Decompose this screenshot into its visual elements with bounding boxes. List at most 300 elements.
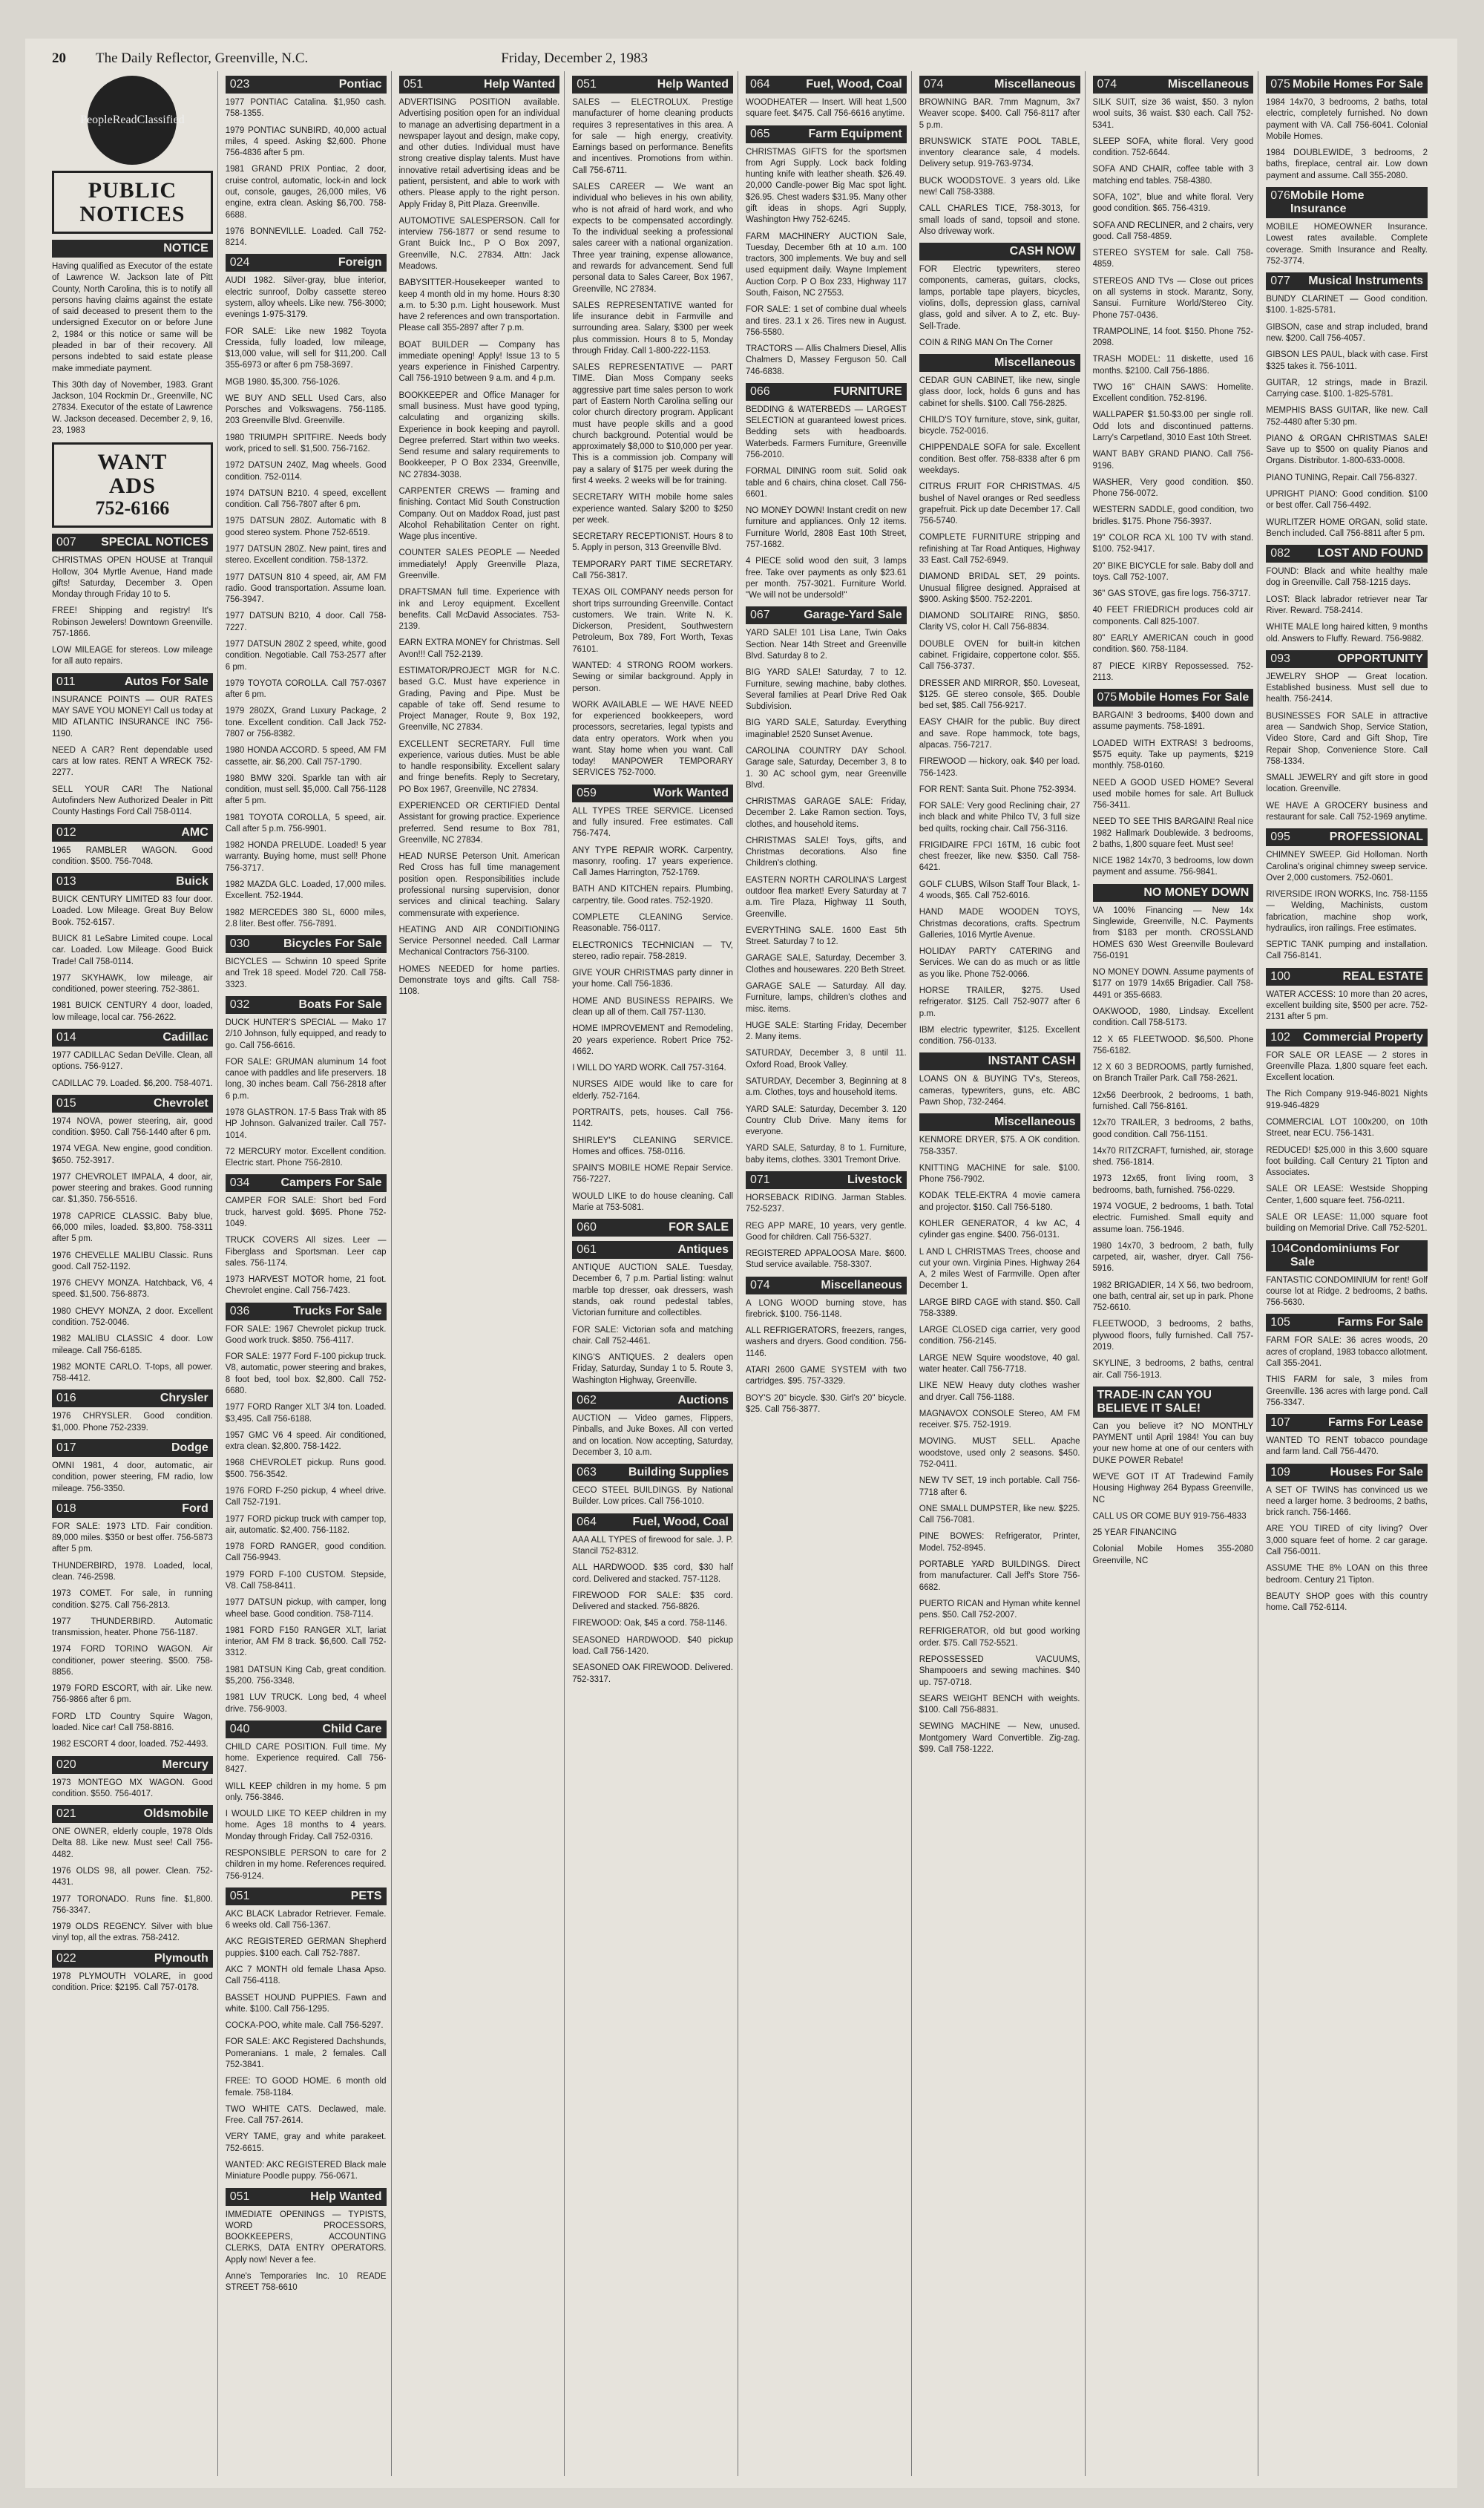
classified-ad: COMPLETE CLEANING Service. Reasonable. 756-0117. xyxy=(572,913,733,934)
classified-ad: KENMORE DRYER, $75. A OK condition. 758-3357. xyxy=(919,1136,1080,1156)
classified-ad: 1973 MONTEGO MX WAGON. Good condition. $550. 756-4017. xyxy=(52,1778,213,1798)
section-title: Autos For Sale xyxy=(124,675,209,688)
classified-ad: STEREO SYSTEM for sale. Call 758-4859. xyxy=(1092,249,1254,269)
section-title: Help Wanted xyxy=(483,78,556,91)
classified-ad: SPAIN'S MOBILE HOME Repair Service. 756-7227. xyxy=(572,1164,733,1185)
classified-ad: 40 FEET FRIEDRICH produces cold air components. Call 825-1007. xyxy=(1092,606,1254,626)
classified-ad: WALLPAPER $1.50-$3.00 per single roll. Odd lots and discontinued patterns. Larry's Carpetland, 3010 East 10th Street. xyxy=(1092,410,1254,443)
classified-ad: TEXAS OIL COMPANY needs person for short trips surrounding Greenville. Contact customers. We train. Write N. K. Dickerson, President, Southwestern Petroleum, Box 789, Fort Worth, Texas 76101. xyxy=(572,588,733,654)
classified-ad: ARE YOU TIRED of city living? Over 3,000 square feet of home. 2 car garage. Call 756-0011. xyxy=(1266,1525,1428,1557)
section-header xyxy=(52,1500,213,1518)
classified-ad: NEED A CAR? Rent dependable used cars at low rates. RENT A WRECK 752-2277. xyxy=(52,745,213,778)
section-number: 095 xyxy=(1270,831,1290,844)
classified-ad: OAKWOOD, 1980, Lindsay. Excellent condition. Call 758-5173. xyxy=(1092,1007,1254,1028)
classified-ad: 12 X 65 FLEETWOOD. $6,500. Phone 756-6182. xyxy=(1092,1035,1254,1055)
classified-ad: FREE: TO GOOD HOME. 6 month old female. 758-1184. xyxy=(225,2077,387,2098)
classified-ad: FIREWOOD FOR SALE: $35 cord. Delivered and stacked. 756-8826. xyxy=(572,1591,733,1612)
classified-ad: FORD LTD Country Squire Wagon, loaded. Nice car! Call 758-8816. xyxy=(52,1712,213,1733)
section-number: 074 xyxy=(750,1278,770,1291)
classified-ad: DIAMOND BRIDAL SET, 29 points. Unusual filigree designed. Appraised at $900. Asking $500. 752-2201. xyxy=(919,572,1080,604)
classified-ad: 80" EARLY AMERICAN couch in good condition. $60. 758-1184. xyxy=(1092,633,1254,655)
classified-ad: LOST: Black labrador retriever near Tar River. Reward. 758-2414. xyxy=(1266,595,1428,615)
section-number: 018 xyxy=(56,1502,76,1515)
section-title: Antiques xyxy=(677,1243,729,1257)
classified-ad: SALES CAREER — We want an individual who believes in his own ability, who is not afraid of hard work, and who expects to be compensated accordingly. To the individual seeking a professional sales career with a national organization. Three year training, expense allowance, and rewards for advancement. Send full personal data to Sales Career, Box 1967, Greenville, NC 27834. xyxy=(572,182,733,294)
classified-ad: DIAMOND SOLITAIRE RING, $850. Clarity VS, color H. Call 756-8834. xyxy=(919,612,1080,632)
section-number: 020 xyxy=(56,1758,76,1771)
classified-ad: 1977 PONTIAC Catalina. $1,950 cash. 758-1355. xyxy=(225,98,387,119)
classified-ad: EVERYTHING SALE. 1600 East 5th Street. Saturday 7 to 12. xyxy=(746,926,907,947)
section-number: 015 xyxy=(56,1096,76,1110)
classified-ad: SKYLINE, 3 bedrooms, 2 baths, central air. Call 756-1913. xyxy=(1092,1359,1254,1380)
section-number: 107 xyxy=(1270,1416,1290,1430)
classified-ad: BATH AND KITCHEN repairs. Plumbing, carpentry, tile. Good rates. 752-1920. xyxy=(572,885,733,906)
classified-ad: SALES REPRESENTATIVE — PART TIME. Dian Moss Company seeks aggressive part time sales person to work part of Eastern North Carolina selling our color church directory program. Applicant must have people skills and a good church background. Potential would be approximately $8,000 to $10,000 per year. This is a commission job. Company will pay a salary of $175 per week during the first 4 weeks. 2 weeks will be for training. xyxy=(572,363,733,485)
logo-badge xyxy=(80,76,185,165)
section-header xyxy=(746,1277,907,1294)
classified-ad: 12 X 60 3 BEDROOMS, partly furnished, on Branch Trailer Park. Call 758-2621. xyxy=(1092,1063,1254,1084)
classified-ad: WASHER, Very good condition. $50. Phone 756-0072. xyxy=(1092,477,1254,499)
section-header xyxy=(1093,689,1254,707)
section-number: 064 xyxy=(750,78,770,91)
section-number: 051 xyxy=(229,2190,250,2203)
classified-ad: 1977 CHEVROLET IMPALA, 4 door, air, power steering and brakes. Good running car. $1,350. 756-5516. xyxy=(52,1172,213,1205)
section-header xyxy=(52,673,213,691)
section-title: FOR SALE xyxy=(669,1221,729,1234)
section-title: Musical Instruments xyxy=(1308,275,1423,288)
classified-ad: 1977 DATSUN 810 4 speed, air, AM FM radio. Good transportation. Assume loan. 756-3947. xyxy=(225,572,387,605)
section-header xyxy=(226,1174,387,1192)
section-header xyxy=(226,935,387,953)
classified-ad: WE'VE GOT IT AT Tradewind Family Housing Highway 264 Bypass Greenville, NC xyxy=(1092,1473,1254,1505)
classified-ad: CHRISTMAS GIFTS for the sportsmen from Agri Supply. Lock back folding hunting knife with leather sheath. $26.49. 20,000 Candle-power Big Mac spot light. $26.95. Chest waders $31.95. Many other gift ideas in shops. Agri Supply, Washington Hwy 752-6245. xyxy=(746,147,907,225)
classified-ad: COMPLETE FURNITURE stripping and refinishing at Tar Road Antiques, Highway 33 East. Call 752-6949. xyxy=(919,533,1080,565)
classified-ad: CHRISTMAS GARAGE SALE: Friday, December 2. Lake Ramon section. Toys, clothes, and household items. xyxy=(746,797,907,829)
classified-ad: LOADED WITH EXTRAS! 3 bedrooms, $575 equity. Take up payments, $219 monthly. 758-0160. xyxy=(1092,739,1254,771)
classified-ad: 1982 BRIGADIER, 14 X 56, two bedroom, one bath, central air, set up in park. Phone 752-6610. xyxy=(1092,1280,1254,1313)
section-title: Miscellaneous xyxy=(994,356,1076,370)
classified-ad: EASTERN NORTH CAROLINA'S Largest outdoor flea market! Every Saturday at 7 a.m. Tire Plaza, Highway 11 South, Greenville. xyxy=(746,875,907,919)
classified-ad: FOR Electric typewriters, stereo components, cameras, guitars, clocks, lamps, portable tape players, bicycles, violins, dolls, depression glass, carnival glass, gold and silver. A to Z, etc. Buy-Sell-Trade. xyxy=(919,265,1080,331)
classified-ad: FOR SALE: 1973 LTD. Fair condition. 89,000 miles. $350 or best offer. 756-5873 after 5 pm. xyxy=(52,1522,213,1554)
classified-ad: WOULD LIKE to do house cleaning. Call Marie at 753-5081. xyxy=(572,1191,733,1212)
section-title: Trucks For Sale xyxy=(293,1304,382,1317)
section-header xyxy=(52,1439,213,1457)
section-header xyxy=(226,1303,387,1320)
classified-ad: 1978 CAPRICE CLASSIC. Baby blue, 66,000 miles, loaded. $3,800. 758-3311 after 5 pm. xyxy=(52,1211,213,1244)
classified-ad: LARGE NEW Squire woodstove, 40 gal. water heater. Call 756-7718. xyxy=(919,1353,1080,1375)
classified-ad: ASSUME THE 8% LOAN on this three bedroom. Century 21 Tipton. xyxy=(1266,1564,1428,1585)
classified-ad: FARM MACHINERY AUCTION Sale, Tuesday, December 6th at 10 a.m. 100 tractors, 300 implements. We buy and sell used equipment daily. Wayne Implement Auction Corp. P O Box 233, Highway 117 South, Faison, NC 27553. xyxy=(746,232,907,298)
classified-ad: HEATING AND AIR CONDITIONING Service Personnel needed. Call Larmar Mechanical Contractors 756-3100. xyxy=(398,925,560,957)
classified-ad: SLEEP SOFA, white floral. Very good condition. 752-6644. xyxy=(1092,137,1254,158)
classified-ad: HORSE TRAILER, $275. Used refrigerator. $125. Call 752-9077 after 6 p.m. xyxy=(919,986,1080,1018)
classified-ad: WURLITZER HOME ORGAN, solid state. Bench included. Call 756-8811 after 5 pm. xyxy=(1266,517,1428,538)
section-number: 060 xyxy=(577,1221,597,1234)
classified-ad: WANTED: 4 STRONG ROOM workers. Sewing or similar background. Apply in person. xyxy=(572,661,733,693)
classified-ad: The Rich Company 919-946-8021 Nights 919-946-4829 xyxy=(1266,1090,1428,1110)
classified-ad: SALES REPRESENTATIVE wanted for life insurance debit in Farmville and surrounding area. Salary, $300 per week plus commission. Hours 8 to 5, Monday through Friday. Call 1-800-222-1153. xyxy=(572,301,733,356)
classified-ad: 12x56 Deerbrook, 2 bedrooms, 1 bath, furnished. Call 756-8161. xyxy=(1092,1090,1254,1111)
section-title: Campers For Sale xyxy=(280,1176,382,1190)
section-header xyxy=(226,1720,387,1738)
classified-ad: WORK AVAILABLE — WE HAVE NEED for experienced bookkeepers, word processors, secretaries, legal typists and data entry operators. Work when you want. Stay home when you want. Call today! MANPOWER TEMPORARY SERVICES 752-7000. xyxy=(572,700,733,778)
classified-ad: REDUCED! $25,000 in this 3,600 square foot building. Call Century 21 Tipton and Associates. xyxy=(1266,1145,1428,1178)
section-title: Help Wanted xyxy=(657,78,729,91)
classified-ad: LARGE CLOSED ciga carrier, very good condition. 756-2145. xyxy=(919,1326,1080,1346)
classified-ad: 1982 MAZDA GLC. Loaded, 17,000 miles. Excellent. 752-1944. xyxy=(225,880,387,901)
classified-ad: BOAT BUILDER — Company has immediate opening! Apply! Issue 13 to 5 years experience in Finished Carpentry. Call 756-1910 between 9 a.m. and 4 p.m. xyxy=(398,340,560,384)
classified-ad: SEWING MACHINE — New, unused. Montgomery Ward Convertible. Zig-zag. $99. Call 758-1222. xyxy=(919,1722,1080,1754)
section-number: 077 xyxy=(1270,275,1290,288)
classified-ad: JEWELRY SHOP — Great location. Established business. Must sell due to health. 756-2414. xyxy=(1266,672,1428,704)
classified-ad: FRIGIDAIRE FPCI 16TM, 16 cubic foot chest freezer, like new. $350. Call 758-6421. xyxy=(919,840,1080,873)
classified-ad: ATARI 2600 GAME SYSTEM with two cartridges. $95. 757-3329. xyxy=(746,1366,907,1386)
classified-column xyxy=(399,71,565,2476)
classified-ad: CHILD'S TOY furniture, stove, sink, guitar, bicycle. 752-0016. xyxy=(919,415,1080,436)
classified-ad: 1957 GMC V6 4 speed. Air conditioned, extra clean. $2,800. 758-1422. xyxy=(225,1430,387,1452)
classified-ad: COMMERCIAL LOT 100x200, on 10th Street, near ECU. 756-1431. xyxy=(1266,1118,1428,1139)
classified-ad: NICE 1982 14x70, 3 bedrooms, low down payment and assume. 756-9841. xyxy=(1092,857,1254,877)
section-number: 012 xyxy=(56,825,76,839)
section-header xyxy=(52,1756,213,1774)
classified-ad: BROWNING BAR. 7mm Magnum, 3x7 Weaver scope. $400. Call 756-8117 after 5 p.m. xyxy=(919,98,1080,130)
classified-ad: UPRIGHT PIANO: Good condition. $100 or best offer. Call 756-4492. xyxy=(1266,490,1428,511)
section-number: 051 xyxy=(577,78,597,91)
classified-ad: LOW MILEAGE for stereos. Low mileage for all auto repairs. xyxy=(52,646,213,667)
section-header xyxy=(919,243,1080,261)
classified-ad: FOR SALE: 1 set of combine dual wheels and tires. 23.1 x 26. Tires new in August. 756-5580. xyxy=(746,305,907,337)
classified-ad: MGB 1980. $5,300. 756-1026. xyxy=(225,377,341,387)
classified-ad: 1979 280ZX, Grand Luxury Package, 2 tone. Excellent condition. Call Jack 752-7807 or 756-8382. xyxy=(225,707,387,739)
classified-ad: EARN EXTRA MONEY for Christmas. Sell Avon!!! Call 752-2139. xyxy=(398,638,560,659)
classified-ad: ONE OWNER, elderly couple, 1978 Olds Delta 88. Like new. Must see! Call 756-4482. xyxy=(52,1827,213,1859)
section-title: PETS xyxy=(350,1889,382,1902)
classified-ad: BIG YARD SALE, Saturday. Everything imaginable! 2520 Sunset Avenue. xyxy=(746,718,907,739)
classified-ad: A SET OF TWINS has convinced us we need a larger home. 3 bedrooms, 2 baths, brick ranch. 756-1466. xyxy=(1266,1485,1428,1518)
classified-ad: 1981 DATSUN King Cab, great condition. $5,200. 756-3348. xyxy=(225,1665,387,1686)
classified-ad: SMALL JEWELRY and gift store in good location. Greenville. xyxy=(1266,773,1428,794)
section-title: Chevrolet xyxy=(153,1096,209,1110)
classified-ad: HORSEBACK RIDING. Jarman Stables. 752-5237. xyxy=(746,1193,907,1214)
classified-ad: HOME IMPROVEMENT and Remodeling, 20 years experience. Robert Price 752-4662. xyxy=(572,1024,733,1056)
classified-ad: 1979 PONTIAC SUNBIRD, 40,000 actual miles, 4 speed. Asking $2,600. Phone 756-4836 after 5 pm. xyxy=(225,125,387,158)
section-title: NOTICE xyxy=(163,242,209,255)
classified-ad: NO MONEY DOWN. Assume payments of $177 on 1979 14x65 Brigadier. Call 758-4491 or 355-6683. xyxy=(1092,968,1254,1000)
classified-ad: 1980 BMW 320i. Sparkle tan with air condition, must sell. $5,000. Call 756-1128 after 5 pm. xyxy=(225,773,387,806)
classified-ad: SEARS WEIGHT BENCH with weights. $100. Call 756-8831. xyxy=(919,1694,1080,1715)
classified-ad: SEASONED OAK FIREWOOD. Delivered. 752-3317. xyxy=(572,1663,733,1684)
section-title: Garage-Yard Sale xyxy=(804,609,902,622)
section-header xyxy=(52,1805,213,1823)
classified-ad: ALL HARDWOOD. $35 cord, $30 half cord. Delivered and stacked. 757-1128. xyxy=(572,1563,733,1584)
classified-ad: 1977 DATSUN B210, 4 door. Call 758-7227. xyxy=(225,612,387,632)
classified-ad: HEAD NURSE Peterson Unit. American Red Cross has full time management position open. Responsibilities include professional nursing supervision, donor services and clinical teaching. Salary commensurate with experience. xyxy=(398,852,560,918)
section-number: 075 xyxy=(1097,691,1117,704)
classified-ad: 1982 HONDA PRELUDE. Loaded! 5 year warranty. Buying home, must sell! Phone 756-3717. xyxy=(225,841,387,873)
classified-ad: 1982 MONTE CARLO. T-tops, all power. 758-4412. xyxy=(52,1362,213,1384)
section-title: OPPORTUNITY xyxy=(1337,652,1423,665)
section-header xyxy=(746,383,907,401)
section-number: 100 xyxy=(1270,969,1290,983)
classified-ad: CAROLINA COUNTRY DAY School. Garage sale, Saturday, December 3, 8 to 1. 30 AC school gym, near Greenville Blvd. xyxy=(746,746,907,790)
classified-ad: VERY TAME, gray and white parakeet. 752-6615. xyxy=(225,2132,387,2153)
classified-ad: CHIPPENDALE SOFA for sale. Excellent condition. Best offer. 758-8338 after 6 pm weekdays. xyxy=(919,443,1080,476)
classified-ad: CHIMNEY SWEEP. Gid Holloman. North Carolina's original chimney sweep service. Over 2,000 customers. 752-0601. xyxy=(1266,851,1428,883)
section-title: Mercury xyxy=(162,1758,209,1771)
section-header xyxy=(226,2188,387,2206)
section-title: Oldsmobile xyxy=(143,1807,209,1821)
classified-ad: EASY CHAIR for the public. Buy direct and save. Rope hammock, tote bags, alpacas. 756-7217. xyxy=(919,718,1080,750)
section-number: 105 xyxy=(1270,1316,1290,1329)
classified-ad: FORMAL DINING room suit. Solid oak table and 6 chairs, china closet. Call 756-6601. xyxy=(746,467,907,499)
classified-ad: FOUND: Black and white healthy male dog in Greenville. Call 758-1215 days. xyxy=(1266,567,1428,588)
logo-text: Read xyxy=(112,114,137,127)
classified-ad: TEMPORARY PART TIME SECRETARY. Call 756-3817. xyxy=(572,560,733,580)
classified-ad: SATURDAY, December 3, 8 until 11. Oxford Road, Brook Valley. xyxy=(746,1049,907,1070)
classified-ad: WANTED: AKC REGISTERED Black male Miniature Poodle puppy. 756-0671. xyxy=(225,2160,387,2181)
classified-ad: I WOULD LIKE TO KEEP children in my home. Ages 18 months to 4 years. Monday through Friday. Call 752-0316. xyxy=(225,1810,387,1841)
section-title: SPECIAL NOTICES xyxy=(101,536,209,549)
classified-column xyxy=(1093,71,1259,2476)
classified-ad: This 30th day of November, 1983. Grant Jackson, 104 Rockmin Dr., Greenville, NC 27834. Executor of the estate of Lawrence W. Jackson deceased. December 2, 9, 16, 23, 1983 xyxy=(52,380,213,435)
classified-ad: SOFA AND CHAIR, coffee table with 3 matching end tables. 758-4380. xyxy=(1092,165,1254,186)
classified-ad: OMNI 1981, 4 door, automatic, air condition, power steering, FM radio, low mileage. 756-3350. xyxy=(52,1461,213,1493)
classified-ad: SECRETARY WITH mobile home sales experience wanted. Salary $200 to $250 per week. xyxy=(572,493,733,525)
classified-ad: WATER ACCESS: 10 more than 20 acres, excellent building site, $500 per acre. 752-2131 after 5 pm. xyxy=(1266,989,1428,1022)
classified-ad: KING'S ANTIQUES. 2 dealers open Friday, Saturday, Sunday 1 to 5. Route 3, Washington Highway, Greenville. xyxy=(572,1353,733,1385)
classified-ad: 1982 MALIBU CLASSIC 4 door. Low mileage. Call 756-6185. xyxy=(52,1335,213,1355)
section-header xyxy=(1266,272,1428,290)
classified-ad: REGISTERED APPALOOSA Mare. $600. Stud service available. 758-3307. xyxy=(746,1249,907,1270)
classified-ad: BUNDY CLARINET — Good condition. $100. 1-825-5781. xyxy=(1266,295,1428,315)
classified-ad: HOLIDAY PARTY CATERING and Services. We can do as much or as little as you like. Phone 752-0066. xyxy=(919,947,1080,979)
section-number: 051 xyxy=(229,1889,250,1902)
section-title: Auctions xyxy=(677,1394,729,1407)
classified-ad: BRUNSWICK STATE POOL TABLE, inventory clearance sale, 4 models. Delivery setup. 919-763-9734. xyxy=(919,137,1080,169)
classified-ad: 1980 14x70, 3 bedroom, 2 bath, fully carpeted, air, washer, dryer. Call 756-5916. xyxy=(1092,1241,1254,1274)
classified-ad: GIVE YOUR CHRISTMAS party dinner in your home. Call 756-1836. xyxy=(572,969,733,989)
classified-ad: ADVERTISING POSITION available. Advertising position open for an individual to manage an advertising department in a newspaper layout and design, make copy, and other duties. Individual must have strong creative display talents. Must have innovative retail advertising ideas and be patient, persistent, and able to work with others. Please apply to the right person. Apply Friday 8, Pitt Plaza. Greenville. xyxy=(398,98,560,209)
section-header xyxy=(1266,545,1428,563)
classified-ad: COUNTER SALES PEOPLE — Needed immediately! Apply Greenville Plaza, Greenville. xyxy=(398,549,560,580)
classified-ad: 1976 CHEVY MONZA. Hatchback, V6, 4 speed. $1,500. 756-8873. xyxy=(52,1279,213,1300)
classified-ad: CALL CHARLES TICE, 758-3013, for small loads of sand, topsoil and stone. Also driveway work. xyxy=(919,204,1080,236)
paper-name: The Daily Reflector, Greenville, N.C. xyxy=(96,50,309,66)
want-ads-phone: 752-6166 xyxy=(95,497,170,520)
classified-ad: 1981 FORD F150 RANGER XLT, lariat interior, AM FM 8 track. $6,600. Call 752-3312. xyxy=(225,1625,387,1658)
section-header xyxy=(52,824,213,842)
classified-ad: 1978 PLYMOUTH VOLARE, in good condition. Price: $2195. Call 757-0178. xyxy=(52,1971,213,1992)
classified-ad: SEASONED HARDWOOD. $40 pickup load. Call 756-1420. xyxy=(572,1635,733,1656)
classified-ad: MAGNAVOX CONSOLE Stereo, AM FM receiver. $75. 752-1919. xyxy=(919,1409,1080,1430)
section-header xyxy=(226,76,387,94)
classified-ad: CECO STEEL BUILDINGS. By National Builder. Low prices. Call 756-1010. xyxy=(572,1486,733,1507)
section-title: Work Wanted xyxy=(653,786,729,799)
classified-columns xyxy=(52,71,1432,2476)
section-title: Miscellaneous xyxy=(994,78,1076,91)
classified-ad: 1977 FORD Ranger XLT 3/4 ton. Loaded. $3,495. Call 756-6188. xyxy=(225,1403,387,1424)
section-header xyxy=(1093,1386,1254,1418)
section-title: Pontiac xyxy=(338,78,382,91)
section-number: 065 xyxy=(750,127,770,140)
classified-ad: 1978 GLASTRON. 17-5 Bass Trak with 85 HP Johnson. Galvanized trailer. Call 757-1014. xyxy=(225,1107,387,1140)
section-header xyxy=(1266,76,1428,94)
classified-ad: FIREWOOD: Oak, $45 a cord. 758-1146. xyxy=(572,1619,728,1628)
section-header xyxy=(919,1113,1080,1131)
classified-ad: 1981 LUV TRUCK. Long bed, 4 wheel drive. 756-9003. xyxy=(225,1693,387,1714)
classified-ad: GARAGE SALE, Saturday, December 3. Clothes and housewares. 220 Beth Street. xyxy=(746,954,907,975)
classified-ad: 1981 TOYOTA COROLLA, 5 speed, air. Call after 5 p.m. 756-9901. xyxy=(225,813,387,834)
classified-ad: AKC 7 MONTH old female Lhasa Apso. Call 756-4118. xyxy=(225,1965,387,1986)
classified-ad: REFRIGERATOR, old but good working order. $75. Call 752-5521. xyxy=(919,1627,1080,1648)
classified-ad: SATURDAY, December 3, Beginning at 8 a.m. Clothes, toys and household items. xyxy=(746,1076,907,1098)
classified-ad: REG APP MARE, 10 years, very gentle. Good for children. Call 756-5327. xyxy=(746,1221,907,1242)
classified-ad: FOR SALE: Like new 1982 Toyota Cressida, fully loaded, low mileage, $13,000 value, will sell for $11,200. Call 355-6973 or after 6 pm 758-3697. xyxy=(225,327,387,370)
classified-ad: 1979 FORD ESCORT, with air. Like new. 756-9866 after 6 pm. xyxy=(52,1684,213,1705)
section-title: TRADE-IN CAN YOU BELIEVE IT SALE! xyxy=(1097,1388,1212,1415)
classified-ad: BUICK 81 LeSabre Limited coupe. Local car. Loaded. Low Mileage. Good Buick Trade! Call 758-0114. xyxy=(52,934,213,966)
section-title: Fuel, Wood, Coal xyxy=(806,78,902,91)
classified-ad: LIKE NEW Heavy duty clothes washer and dryer. Call 756-1188. xyxy=(919,1381,1080,1402)
classified-ad: 1977 DATSUN 280Z 2 speed, white, good condition. Negotiable. Call 753-2577 after 6 pm. xyxy=(225,639,387,672)
classified-ad: BOY'S 20" bicycle. $30. Girl's 20" bicycle. $25. Call 756-3877. xyxy=(746,1393,907,1414)
people-read-classified-logo xyxy=(52,76,213,165)
section-header xyxy=(1266,1029,1428,1047)
classified-ad: 1975 DATSUN 280Z. Automatic with 8 good stereo system. Phone 752-6519. xyxy=(225,517,387,537)
section-header xyxy=(52,1095,213,1113)
classified-ad: LOANS ON & BUYING TV's, Stereos, cameras, typewriters, guns, etc. ABC Pawn Shop, 732-2464. xyxy=(919,1075,1080,1107)
classified-ad: 1984 DOUBLEWIDE, 3 bedrooms, 2 baths, fireplace, central air. Low down payment and assume. Call 355-2080. xyxy=(1266,148,1428,180)
classified-ad: SECRETARY RECEPTIONIST. Hours 8 to 5. Apply in person, 313 Greenville Blvd. xyxy=(572,532,733,553)
classified-ad: FOR SALE: 1977 Ford F-100 pickup truck. V8, automatic, power steering and brakes, 8 foot bed, tool box. $2,800. Call 752-6680. xyxy=(225,1352,387,1396)
classified-ad: 1977 SKYHAWK, low mileage, air conditioned, power steering. 752-3861. xyxy=(52,973,213,995)
classified-column xyxy=(52,71,218,2476)
classified-ad: 1976 CHRYSLER. Good condition. $1,000. Phone 752-2339. xyxy=(52,1412,213,1433)
section-header xyxy=(226,254,387,272)
section-number: 022 xyxy=(56,1951,76,1965)
classified-ad: INSURANCE POINTS — OUR RATES MAY SAVE YOU MONEY! Call us today at MID ATLANTIC INSURANCE INC 756-1190. xyxy=(52,695,213,739)
classified-ad: 72 MERCURY motor. Excellent condition. Electric start. Phone 756-2810. xyxy=(225,1147,387,1168)
classified-ad: HUGE SALE: Starting Friday, December 2. Many items. xyxy=(746,1021,907,1042)
issue-date: Friday, December 2, 1983 xyxy=(501,50,648,66)
classified-ad: AKC REGISTERED GERMAN Shepherd puppies. $100 each. Call 752-7887. xyxy=(225,1937,387,1958)
section-title: Bicycles For Sale xyxy=(283,937,382,951)
classified-ad: EXCELLENT SECRETARY. Full time experience, various duties. Must be able to handle responsibility. Excellent salary and fringe benefits. Reply to Secretary, PO Box 1967, Greenville, NC 27834. xyxy=(398,739,560,794)
classified-ad: NEED A GOOD USED HOME? Several used mobile homes for sale. Art Bulluck 756-3411. xyxy=(1092,778,1254,811)
classified-ad: FARM FOR SALE: 36 acres woods, 20 acres of cropland, 1983 tobacco allotment. Call 355-2041. xyxy=(1266,1336,1428,1368)
section-header xyxy=(52,534,213,551)
classified-ad: YARD SALE: Saturday, December 3. 120 Country Club Drive. Many items for everyone. xyxy=(746,1104,907,1137)
classified-ad: 1984 14x70, 3 bedrooms, 2 baths, total electric, completely furnished. No down payment with VA. Call 756-6041. Colonial Mobile Homes. xyxy=(1266,98,1428,141)
classified-ad: CHRISTMAS OPEN HOUSE at Tranquil Hollow, 304 Myrtle Avenue, Hand made gifts! Saturday, December 3. Open Monday through Friday 10 to 5. xyxy=(52,556,213,600)
classified-ad: TWO 16" CHAIN SAWS: Homelite. Excellent condition. 752-8196. xyxy=(1092,382,1254,404)
classified-column xyxy=(226,71,392,2476)
section-number: 076 xyxy=(1270,189,1290,202)
classified-ad: BICYCLES — Schwinn 10 speed Sprite and Trek 18 speed. Model 720. Call 758-3323. xyxy=(225,957,387,989)
classified-ad: KNITTING MACHINE for sale. $100. Phone 756-7902. xyxy=(919,1163,1080,1185)
classified-ad: 1977 THUNDERBIRD. Automatic transmission, heater. Phone 756-1187. xyxy=(52,1617,213,1638)
classified-ad: AUCTION — Video games, Flippers, Pinballs, and Juke Boxes. All con verted and on location. Now accepting, Saturday, December 3, 10 a.m. xyxy=(572,1414,733,1457)
classified-ad: SALE OR LEASE: Westside Shopping Center, 1,600 square feet. 756-0211. xyxy=(1266,1185,1428,1205)
classified-ad: BARGAIN! 3 bedrooms, $400 down and assume payments. 758-1891. xyxy=(1092,711,1254,732)
classified-ad: GOLF CLUBS, Wilson Staff Tour Black, 1-4 woods, $65. Call 752-6016. xyxy=(919,880,1080,901)
classified-ad: NO MONEY DOWN! Instant credit on new furniture and appliances. Only 12 items. Furniture World, 2808 East 10th Street, 757-1682. xyxy=(746,506,907,549)
classified-ad: FOR RENT: Santa Suit. Phone 752-3934. xyxy=(919,785,1077,794)
classified-ad: TWO WHITE CATS. Declawed, male. Free. Call 757-2614. xyxy=(225,2104,387,2126)
classified-ad: CITRUS FRUIT FOR CHRISTMAS. 4/5 bushel of Navel oranges or Red seedless grapefruit. Pick up date December 17. Call 756-5740. xyxy=(919,482,1080,526)
section-header xyxy=(572,1513,733,1531)
classified-column xyxy=(919,71,1086,2476)
classified-ad: 1981 GRAND PRIX Pontiac, 2 door, cruise control, automatic, lock-in and lock out, console, gauges, 26,000 miles, V6 engine, extra clean. Asking $6,700. 758-6688. xyxy=(225,165,387,220)
classified-column xyxy=(1266,71,1432,2476)
classified-ad: 1973 COMET. For sale, in running condition. $275. Call 756-2813. xyxy=(52,1589,213,1610)
section-number: 016 xyxy=(56,1392,76,1405)
section-title: Child Care xyxy=(322,1722,382,1735)
page-number: 20 xyxy=(52,50,66,66)
classified-ad: FOR SALE: 1967 Chevrolet pickup truck. Good work truck. $850. 756-4117. xyxy=(225,1324,387,1345)
classified-ad: DRAFTSMAN full time. Experience with ink and Leroy equipment. Excellent benefits. Call McDavid Associates. 753-2139. xyxy=(398,588,560,632)
classified-ad: SOFA AND RECLINER, and 2 chairs, very good. Call 758-4859. xyxy=(1092,220,1254,241)
classified-ad: WOODHEATER — Insert. Will heat 1,500 square feet. $475. Call 756-6616 anytime. xyxy=(746,98,907,119)
section-title: Farms For Lease xyxy=(1327,1416,1423,1430)
section-number: 030 xyxy=(229,937,250,951)
classified-ad: PINE BOWES: Refrigerator, Printer, Model. 752-8945. xyxy=(919,1532,1080,1553)
section-title: Fuel, Wood, Coal xyxy=(632,1515,729,1528)
section-header xyxy=(1266,828,1428,846)
classified-ad: THIS FARM for sale, 3 miles from Greenville. 136 acres with large pond. Call 756-3347. xyxy=(1266,1375,1428,1407)
classified-ad: SELL YOUR CAR! The National Autofinders New Authorized Dealer in Pitt County Hastings Ford Call 758-0114. xyxy=(52,785,213,817)
classified-ad: BUICK CENTURY LIMITED 83 four door. Loaded. Low Mileage. Great Buy Below Book. 752-6157. xyxy=(52,895,213,927)
classified-ad: 1974 VEGA. New engine, good condition. $650. 752-3917. xyxy=(52,1145,213,1165)
classified-ad: COCKA-POO, white male. Call 756-5297. xyxy=(225,2021,384,2031)
classified-ad: L AND L CHRISTMAS Trees, choose and cut your own. Virginia Pines. Highway 264 A, 2 miles West of Farmville. Open after December 1. xyxy=(919,1247,1080,1291)
section-header xyxy=(1093,884,1254,902)
classified-ad: PUERTO RICAN and Hyman white kennel pens. $50. Call 752-2007. xyxy=(919,1599,1080,1620)
classified-ad: ESTIMATOR/PROJECT MGR for N.C. based G.C. Must have experience in Grading, Paving and Pipe. Must be capable of take off. Send resume to Project Manager, Route 9, Box 192, Greenville, NC 27834. xyxy=(398,666,560,733)
classified-ad: WILL KEEP children in my home. 5 pm only. 756-3846. xyxy=(225,1781,387,1802)
classified-ad: 1977 DATSUN pickup, with camper, long wheel base. Good condition. 758-7114. xyxy=(225,1598,387,1619)
logo-text: People xyxy=(80,114,113,127)
classified-ad: 1981 BUICK CENTURY 4 door, loaded, low mileage, local car. 756-2622. xyxy=(52,1001,213,1022)
section-number: 021 xyxy=(56,1807,76,1821)
section-header xyxy=(572,1392,733,1409)
section-title: AMC xyxy=(181,825,209,839)
classified-ad: 12x70 TRAILER, 3 bedrooms, 2 baths, good condition. Call 756-1151. xyxy=(1092,1119,1254,1139)
classified-ad: 1977 TORONADO. Runs fine. $1,800. 756-3347. xyxy=(52,1894,213,1915)
section-title: Help Wanted xyxy=(310,2190,382,2203)
section-number: 014 xyxy=(56,1030,76,1044)
section-title: Miscellaneous xyxy=(994,1116,1076,1129)
classified-ad: I WILL DO YARD WORK. Call 757-3164. xyxy=(572,1064,726,1073)
classified-ad: NURSES AIDE would like to care for elderly. 752-7164. xyxy=(572,1080,733,1101)
classified-ad: 1973 12x65, front living room, 3 bedrooms, bath, furnished. 756-0229. xyxy=(1092,1174,1254,1195)
classified-ad: GUITAR, 12 strings, made in Brazil. Carrying case. $100. 1-825-5781. xyxy=(1266,378,1428,399)
section-number: 051 xyxy=(403,78,424,91)
section-title: Miscellaneous xyxy=(1167,78,1250,91)
classified-ad: DUCK HUNTER'S SPECIAL — Mako 17 2/10 Johnson, fully equipped, and ready to go. Call 756-6616. xyxy=(225,1018,387,1050)
section-number: 059 xyxy=(577,786,597,799)
classified-ad: TRAMPOLINE, 14 foot. $150. Phone 752-2098. xyxy=(1092,327,1254,348)
classified-ad: BOOKKEEPER and Office Manager for small business. Must have good typing, calculating and organizing skills. Experience in book keeping and payroll. Degree preferred. Start within two weeks. Send resume and salary requirements to Bookkeeper, P O Box 2334, Greenville, NC 27834-3038. xyxy=(398,390,560,479)
section-number: 109 xyxy=(1270,1465,1290,1479)
section-title: Mobile Homes For Sale xyxy=(1118,691,1250,704)
classified-ad: AKC BLACK Labrador Retriever. Female. 6 weeks old. Call 756-1367. xyxy=(225,1909,387,1931)
section-title: LOST AND FOUND xyxy=(1317,547,1423,560)
classified-column xyxy=(572,71,738,2476)
classified-ad: 1980 HONDA ACCORD. 5 speed, AM FM cassette, air. $6,200. Call 757-1790. xyxy=(225,746,387,767)
classified-ad: MOBILE HOMEOWNER Insurance. Lowest rates available. Complete coverage. Smith Insurance and Realty. 752-3774. xyxy=(1266,222,1428,266)
